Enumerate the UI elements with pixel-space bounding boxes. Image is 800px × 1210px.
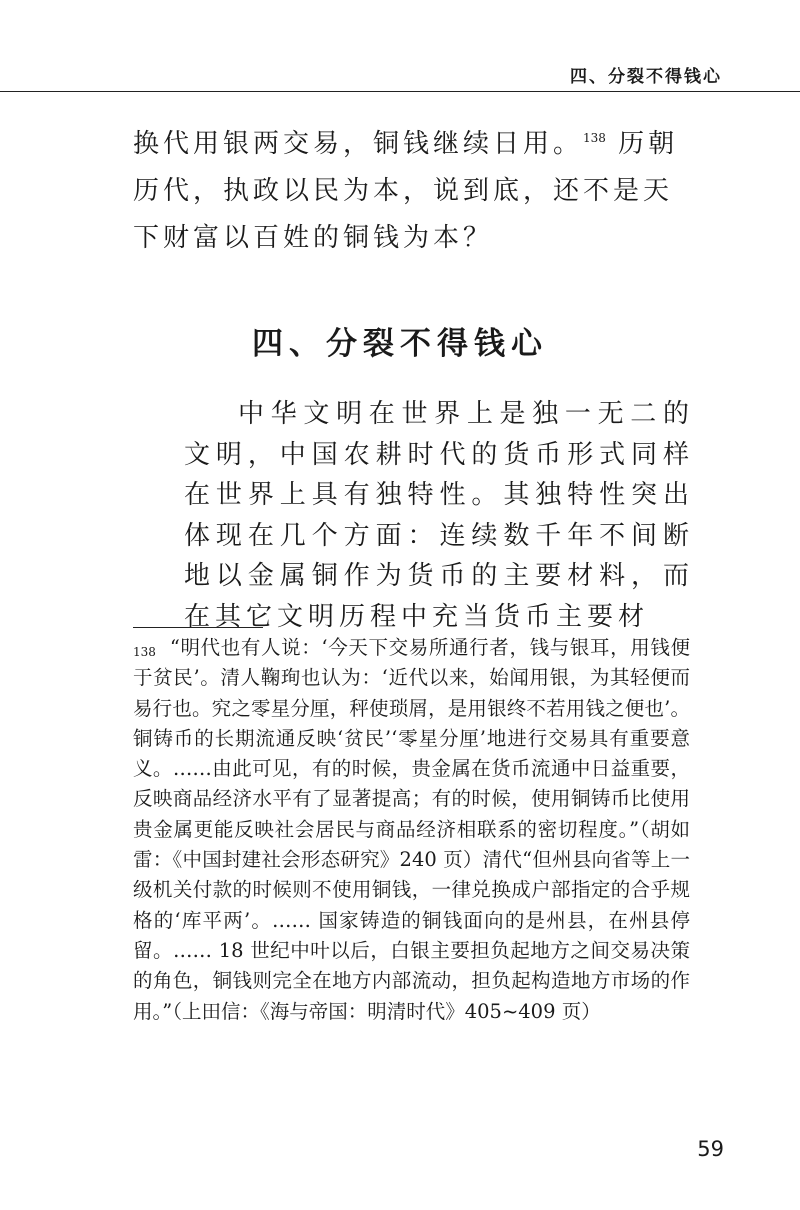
intro-text-end: 历朝历代，执政以民为本，说到底，还不是天下财富以百姓的铜钱为本？ xyxy=(133,129,679,253)
section-title: 四、分裂不得钱心 xyxy=(252,326,548,362)
page-number: 59 xyxy=(697,1137,724,1161)
body-paragraph: 中华文明在世界上是独一无二的文明，中国农耕时代的货币形式同样在世界上具有独特性。其独特性突出体现在几个方面：连续数千年不间断地以金属铜作为货币的主要材料，而在其它文明历程中充当货币主要材 xyxy=(184,399,694,632)
intro-text-start: 换代用银两交易，铜钱继续日用。 xyxy=(133,129,584,159)
running-header xyxy=(0,56,800,92)
header-rule xyxy=(0,91,800,92)
footnote-text: “明代也有人说：‘今天下交易所通行者，钱与银耳，用钱便于贫民’。清人鞠珣也认为：‘近代以来，始闻用银，为其轻便而易行也。究之零星分厘，秤使琐屑，是用银终不若用钱之便也’。铜铸币的长期流通反映‘贫民’‘零星分厘’地进行交易具有重要意义。……由此可见，有的时候，贵金属在货币流通中日益重要，反映商品经济水平有了显著提高；有的时候，使用铜铸币比使用贵金属更能反映社会居民与商品经济相联系的密切程度。”（胡如雷：《中国封建社会形态研究》240 页）清代“但州县向省等上一级机关付款的时候则不使用铜钱，一律兑换成户部指定的合乎规格的‘库平两’。…… 国家铸造的铜钱面向的是州县，在州县停留。…… 18 世纪中叶以后，白银主要担负起地方之间交易决策的角色，铜钱则完全在地方内部流动，担负起构造地方市场的作用。”（上田信：《海与帝国：明清时代》405~409 页） xyxy=(133,636,690,1023)
running-head-title: 四、分裂不得钱心 xyxy=(570,67,722,87)
footnote xyxy=(133,633,690,1027)
footnote-reference[interactable]: 138 xyxy=(583,131,606,145)
footnote-divider xyxy=(133,627,263,628)
footnote-number: 138 xyxy=(133,645,156,659)
intro-paragraph xyxy=(133,121,693,262)
